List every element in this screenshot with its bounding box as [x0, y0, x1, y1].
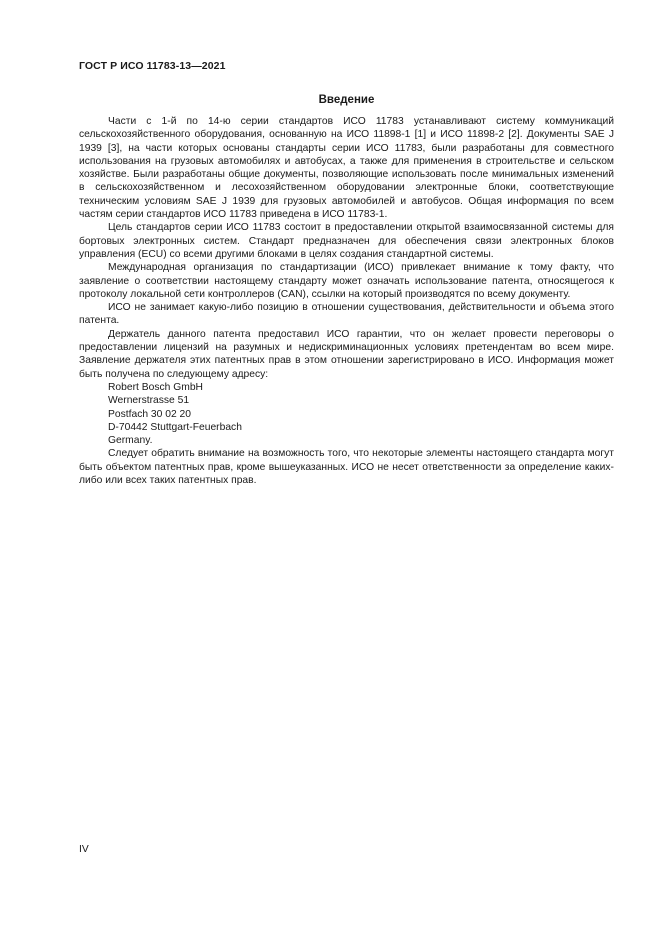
introduction-section	[79, 92, 614, 487]
address-country: Germany.	[108, 435, 153, 447]
patent-holder-address	[79, 381, 614, 447]
paragraph-patent-notice: Международная организация по стандартизации (ИСО) привлекает внимание к тому факту, что заявление о соответствии настоящему стандарту может означать использование патента, относящегося к протоколу локальной сети контроллеров (CAN), ссылки на который производятся по всему документу.	[79, 262, 614, 300]
address-postfach: Postfach 30 02 20	[108, 408, 192, 420]
paragraph-purpose: Цель стандартов серии ИСО 11783 состоит в предоставлении открытой взаимосвязанной системы для бортовых электронных систем. Стандарт предназначен для обеспечения связи электронных блоков управления (ECU) со всеми другими блоками в целях создания стандартной системы.	[79, 222, 614, 260]
address-city: D-70442 Stuttgart-Feuerbach	[108, 421, 242, 433]
document-code: ГОСТ Р ИСО 11783-13—2021	[79, 60, 226, 72]
section-title: Введение	[318, 94, 375, 106]
page-number: IV	[79, 844, 89, 855]
paragraph-overview: Части с 1-й по 14-ю серии стандартов ИСО 11783 устанавливают систему коммуникаций сельскохозяйственного оборудования, основанную на ИСО 11898-1 [1] и ИСО 11898-2 [2]. Документы SAE J 1939 [3], на части которых основаны стандарты серии ИСО 11783, были разработаны для совместного использования на грузовых автомобилях и автобусах, а также для применения в строительстве и сельском хозяйстве. Были разработаны общие документы, позволяющие использовать после минимальных изменений в сельскохозяйственном и лесохозяйственном оборудовании электронные блоки, соответствующие техническим условиям SAE J 1939 для грузовых автомобилей и автобусов. Общая информация по всем частям серии стандартов ИСО 11783 приведена в ИСО 11783-1.	[79, 116, 614, 221]
paragraph-patent-holder: Держатель данного патента предоставил ИСО гарантии, что он желает провести переговоры о предоставлении лицензий на разумных и недискриминационных условиях претендентам во всем мире. Заявление держателя этих патентных прав в этом отношении зарегистрировано в ИСО. Информация может быть получена по следующему адресу:	[79, 328, 614, 380]
address-street: Wernerstrasse 51	[108, 395, 190, 407]
paragraph-iso-position: ИСО не занимает какую-либо позицию в отношении существования, действительности и объема этого патента.	[79, 302, 614, 327]
paragraph-closing: Следует обратить внимание на возможность того, что некоторые элементы настоящего стандарта могут быть объектом патентных прав, кроме вышеуказанных. ИСО не несет ответственности за определение каких-либо или всех таких патентных прав.	[79, 448, 614, 487]
address-company: Robert Bosch GmbH	[108, 381, 203, 393]
